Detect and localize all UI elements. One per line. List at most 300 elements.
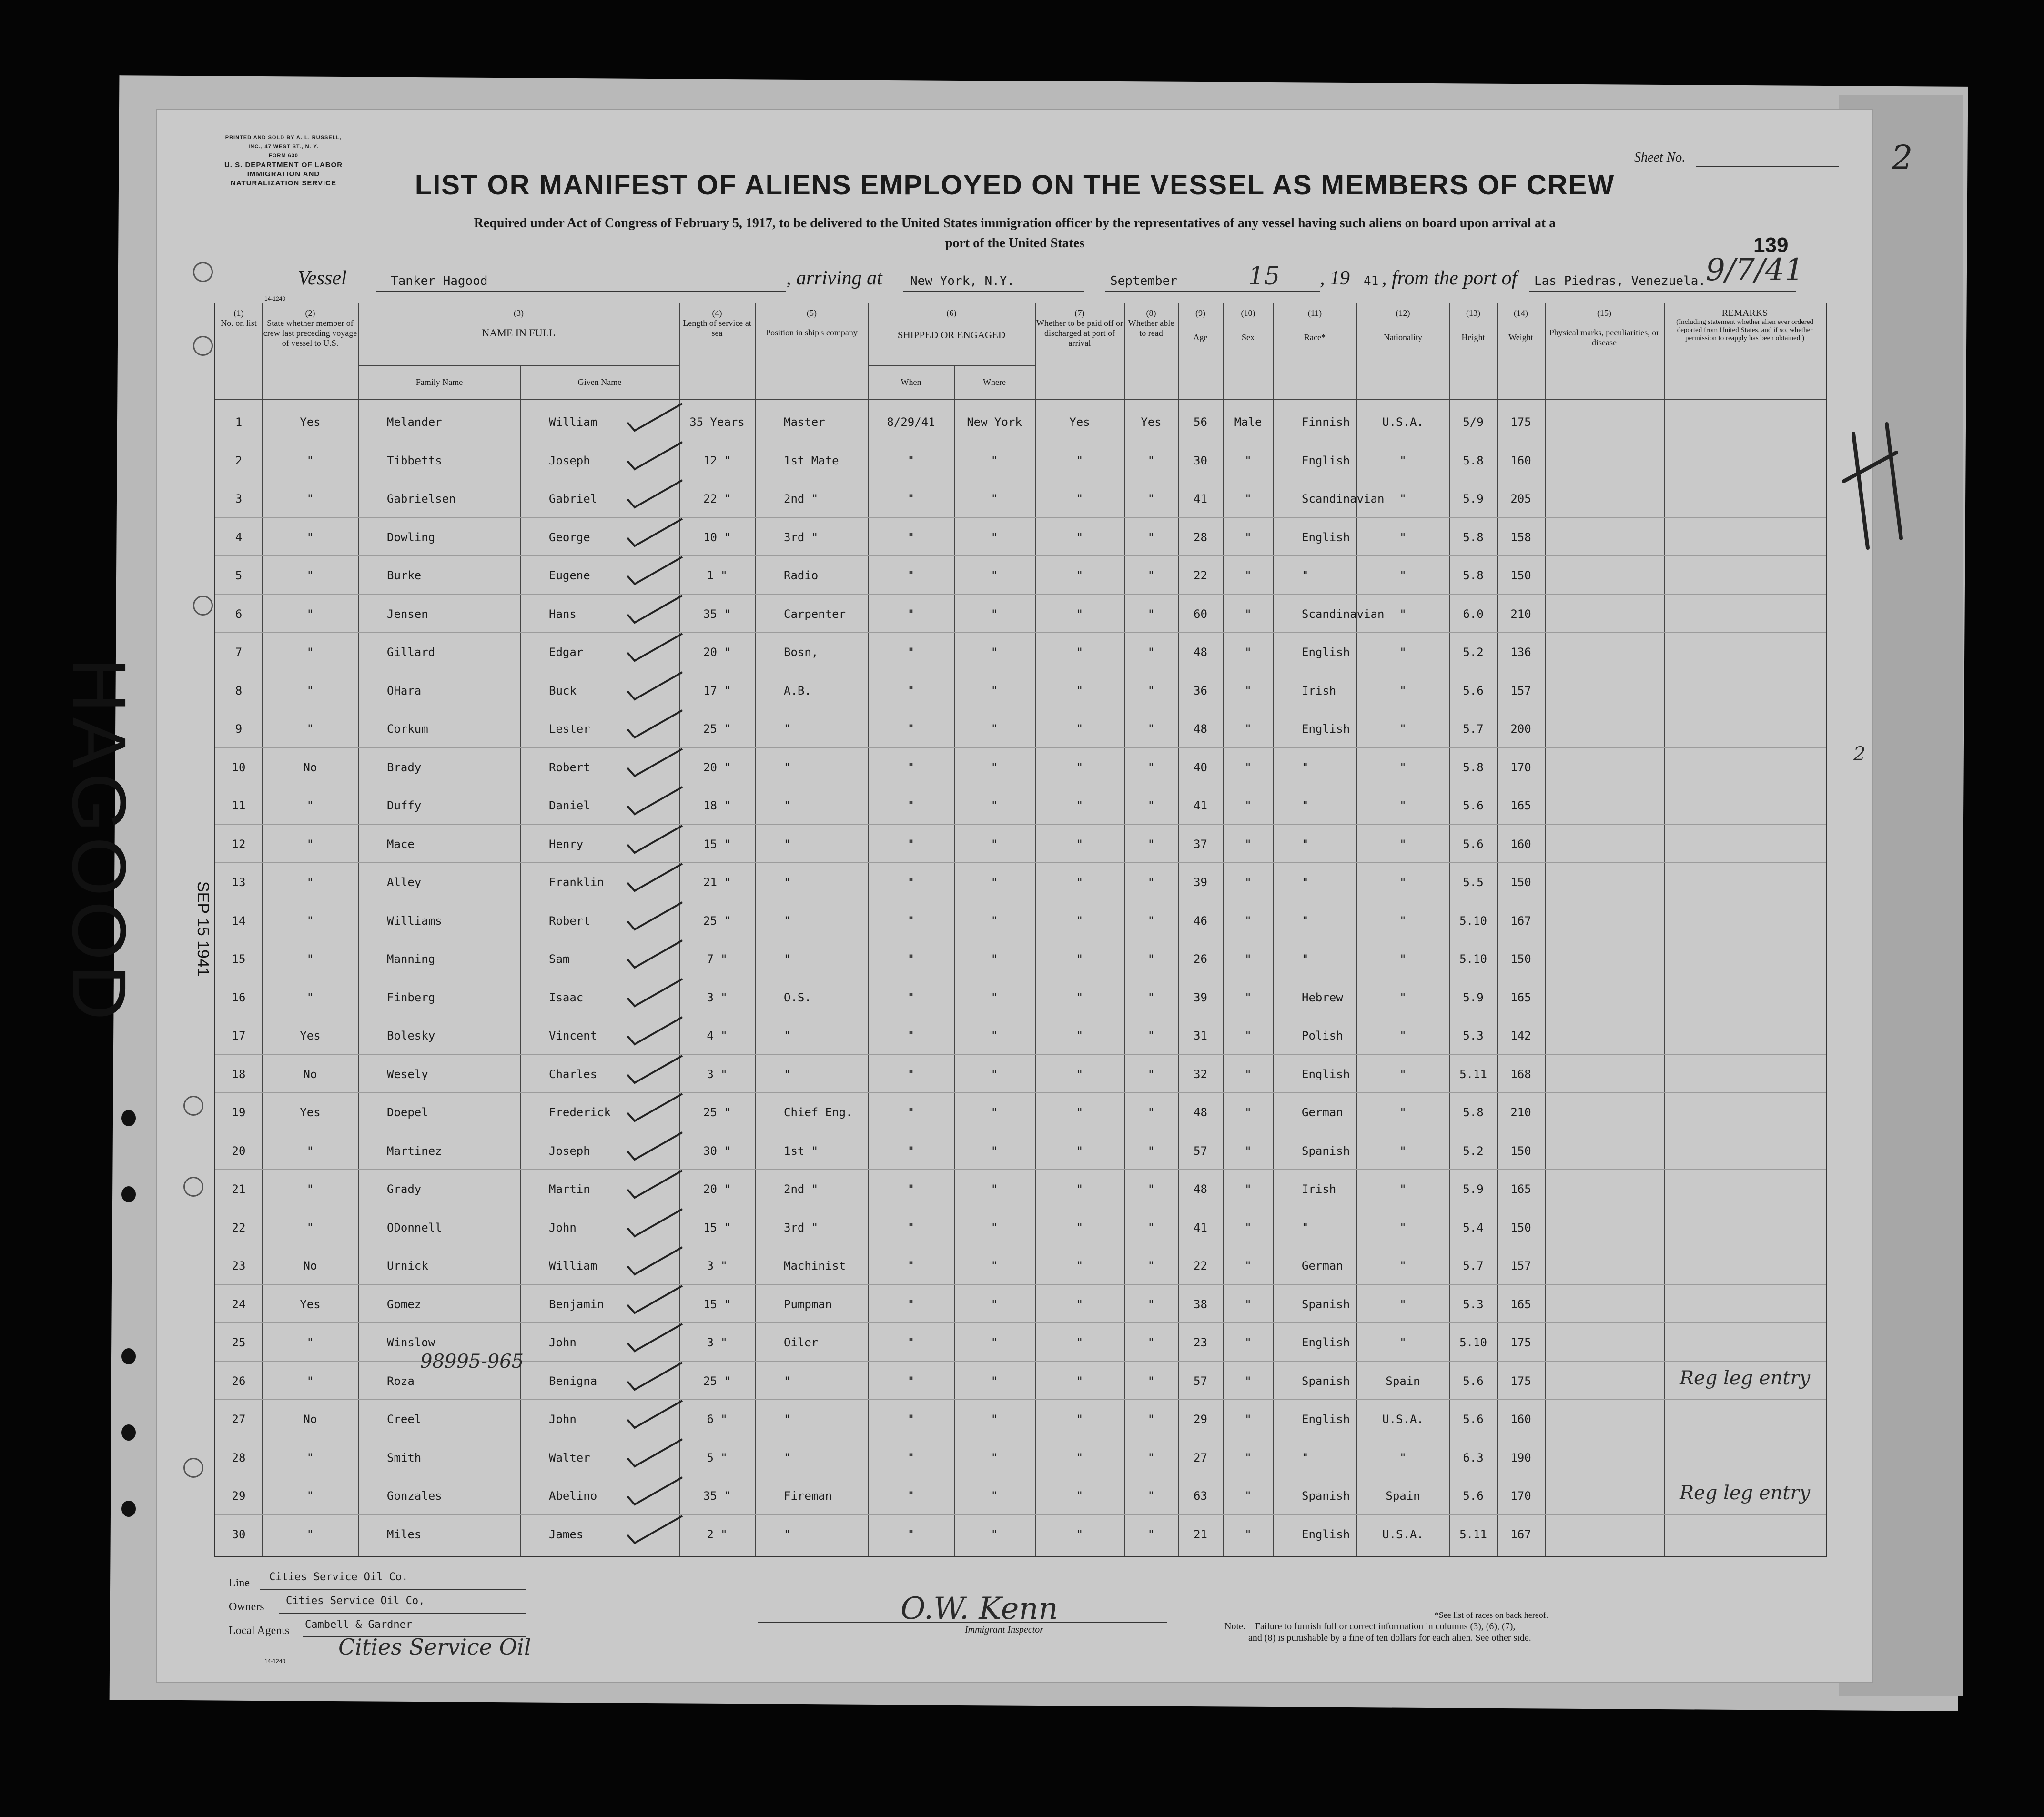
cell-service: 6 "	[707, 1413, 728, 1426]
cell-given: Franklin	[549, 876, 604, 889]
remarks-header: REMARKS (Including statement whether alien ever ordered deported from United States, and if so, whether permission to reapply has been obtained.)	[1676, 308, 1813, 342]
cell-height: 5.7	[1463, 722, 1484, 736]
roza-reference-number: 98995-965	[420, 1350, 524, 1373]
service-line: IMMIGRATION AND NATURALIZATION SERVICE	[230, 170, 336, 187]
cell-no: 21	[232, 1182, 246, 1196]
cell-prev: "	[306, 1182, 314, 1196]
cell-read: "	[1147, 914, 1155, 928]
cell-service: 5 "	[707, 1451, 728, 1464]
vessel-underline	[376, 291, 786, 292]
cell-sex: "	[1245, 722, 1252, 736]
cell-when: 8/29/41	[887, 415, 935, 429]
cell-prev: Yes	[300, 415, 321, 429]
cell-position: A.B.	[784, 684, 811, 697]
cell-no: 15	[232, 952, 246, 966]
check-mark	[625, 1322, 687, 1355]
cell-read: "	[1147, 799, 1155, 812]
cell-prev: "	[306, 1527, 314, 1541]
cell-where: "	[991, 1144, 998, 1158]
margin-mark: 2	[1853, 743, 1866, 765]
row-rule	[215, 1399, 1826, 1400]
check-mark	[625, 516, 687, 550]
cell-paid: "	[1076, 876, 1083, 889]
cell-age: 22	[1194, 1259, 1207, 1272]
cell-race: "	[1302, 569, 1309, 582]
vessel-name: Tanker Hagood	[391, 274, 488, 288]
cell-read: "	[1147, 1413, 1155, 1426]
col-6-header: (6) SHIPPED OR ENGAGED	[897, 308, 1006, 341]
cell-when: "	[907, 990, 915, 1004]
col-3-header: (3) NAME IN FULL	[482, 308, 556, 339]
cell-height: 5.3	[1463, 1029, 1484, 1042]
cell-weight: 175	[1510, 1336, 1531, 1349]
from-label: , from the port of	[1382, 267, 1518, 289]
cell-position: O.S.	[784, 990, 811, 1004]
handwritten-date: 9/7/41	[1706, 252, 1804, 288]
cell-race: English	[1302, 722, 1350, 736]
cell-race: "	[1302, 914, 1309, 928]
row-rule	[215, 594, 1826, 595]
cell-weight: 200	[1510, 722, 1531, 736]
cell-given: Gabriel	[549, 492, 597, 505]
cell-age: 30	[1194, 454, 1207, 467]
cell-prev: "	[306, 1221, 314, 1234]
cell-no: 27	[232, 1413, 246, 1426]
year-prefix: , 19	[1320, 267, 1350, 289]
cell-paid: "	[1076, 530, 1083, 544]
cell-service: 20 "	[703, 646, 731, 659]
port-underline	[903, 291, 1084, 292]
cell-paid: "	[1076, 722, 1083, 736]
check-mark	[625, 938, 687, 971]
cell-paid: "	[1076, 952, 1083, 966]
cell-paid: "	[1076, 1336, 1083, 1349]
arrival-month: September	[1110, 274, 1177, 288]
cell-where: "	[991, 1029, 998, 1042]
cell-race: "	[1302, 1221, 1309, 1234]
cell-paid: "	[1076, 760, 1083, 774]
cell-position: Machinist	[784, 1259, 846, 1272]
punch-hole-black	[121, 1186, 136, 1202]
cell-position: Oiler	[784, 1336, 819, 1349]
cell-age: 21	[1194, 1527, 1207, 1541]
cell-nat: "	[1399, 454, 1407, 467]
cell-nat: "	[1399, 1297, 1407, 1311]
cell-family: Gillard	[387, 646, 435, 659]
cell-height: 5.10	[1459, 914, 1487, 928]
cell-sex: "	[1245, 1144, 1252, 1158]
col-15-header: (15) Physical marks, peculiarities, or disease	[1549, 308, 1659, 347]
check-mark	[625, 1091, 687, 1125]
punch-hole	[183, 1096, 203, 1116]
cell-nat: "	[1399, 1451, 1407, 1464]
cell-nat: Spain	[1386, 1489, 1420, 1503]
row-rule	[215, 632, 1826, 633]
cell-weight: 150	[1510, 1144, 1531, 1158]
cell-sex: "	[1245, 1067, 1252, 1081]
cell-race: Scandinavian	[1302, 607, 1385, 621]
check-mark	[625, 785, 687, 818]
cell-family: Doepel	[387, 1106, 428, 1119]
cell-height: 5.8	[1463, 760, 1484, 774]
cell-family: Creel	[387, 1413, 422, 1426]
cell-service: 1 "	[707, 569, 728, 582]
cell-no: 13	[232, 876, 246, 889]
cell-race: English	[1302, 1527, 1350, 1541]
cell-service: 15 "	[703, 837, 731, 851]
cell-given: Joseph	[549, 454, 590, 467]
cell-where: "	[991, 492, 998, 505]
cell-position: Radio	[784, 569, 819, 582]
cell-weight: 165	[1510, 1297, 1531, 1311]
cell-position: "	[784, 837, 791, 851]
cell-height: 5.3	[1463, 1297, 1484, 1311]
cell-when: "	[907, 837, 915, 851]
subtitle-line-2: port of the United States	[945, 236, 1085, 251]
cell-when: "	[907, 1067, 915, 1081]
cell-when: "	[907, 1374, 915, 1388]
cell-no: 30	[232, 1527, 246, 1541]
cell-position: "	[784, 1029, 791, 1042]
line-value: Cities Service Oil Co.	[269, 1571, 408, 1583]
cell-race: English	[1302, 530, 1350, 544]
cell-race: "	[1302, 837, 1309, 851]
cell-family: Duffy	[387, 799, 422, 812]
check-mark	[625, 823, 687, 857]
col-4-header: (4) Length of service at sea	[683, 308, 751, 338]
cell-position: "	[784, 1451, 791, 1464]
cell-nat: "	[1399, 914, 1407, 928]
cell-paid: "	[1076, 569, 1083, 582]
cell-height: 5.8	[1463, 530, 1484, 544]
cell-age: 28	[1194, 530, 1207, 544]
cell-position: Carpenter	[784, 607, 846, 621]
cell-read: "	[1147, 1451, 1155, 1464]
cell-position: 3rd "	[784, 1221, 819, 1234]
subtitle-line-1: Required under Act of Congress of February 5, 1917, to be delivered to the United States immigration officer by the representatives of any vessel having such aliens on board upon arrival at a	[474, 216, 1556, 231]
cell-remarks: Reg leg entry	[1679, 1367, 1811, 1389]
cell-where: "	[991, 1374, 998, 1388]
cell-sex: "	[1245, 1336, 1252, 1349]
cell-height: 5.2	[1463, 1144, 1484, 1158]
cell-service: 15 "	[703, 1221, 731, 1234]
cell-given: Charles	[549, 1067, 597, 1081]
cell-prev: Yes	[300, 1029, 321, 1042]
check-mark	[625, 593, 687, 626]
cell-where: "	[991, 1259, 998, 1272]
cell-where: "	[991, 722, 998, 736]
cell-where: "	[991, 990, 998, 1004]
cell-nat: "	[1399, 722, 1407, 736]
sheet-no-label: Sheet No.	[1634, 150, 1686, 165]
cell-prev: "	[306, 607, 314, 621]
cell-position: Bosn,	[784, 646, 819, 659]
cell-nat: "	[1399, 952, 1407, 966]
row-rule	[215, 1169, 1826, 1170]
cell-position: 2nd "	[784, 492, 819, 505]
cell-service: 17 "	[703, 684, 731, 697]
cell-weight: 160	[1510, 454, 1531, 467]
cell-age: 41	[1194, 799, 1207, 812]
cell-no: 26	[232, 1374, 246, 1388]
owners-value: Cities Service Oil Co,	[286, 1595, 425, 1607]
cell-no: 3	[235, 492, 243, 505]
cell-weight: 170	[1510, 760, 1531, 774]
cell-prev: "	[306, 1374, 314, 1388]
cell-where: "	[991, 1106, 998, 1119]
cell-race: Spanish	[1302, 1297, 1350, 1311]
check-mark	[625, 1437, 687, 1470]
cell-service: 3 "	[707, 1067, 728, 1081]
cell-read: "	[1147, 1297, 1155, 1311]
cell-when: "	[907, 530, 915, 544]
cell-read: "	[1147, 990, 1155, 1004]
cell-paid: Yes	[1069, 415, 1090, 429]
cell-weight: 157	[1510, 1259, 1531, 1272]
port-arrival: New York, N.Y.	[910, 274, 1015, 288]
cell-sex: "	[1245, 684, 1252, 697]
cell-where: "	[991, 1527, 998, 1541]
cell-service: 25 "	[703, 914, 731, 928]
cell-paid: "	[1076, 454, 1083, 467]
cell-race: English	[1302, 1067, 1350, 1081]
cell-weight: 167	[1510, 914, 1531, 928]
fine-note	[1224, 1621, 1749, 1644]
cell-height: 5.5	[1463, 876, 1484, 889]
cell-sex: "	[1245, 1451, 1252, 1464]
cell-family: Martinez	[387, 1144, 442, 1158]
cell-read: "	[1147, 837, 1155, 851]
cell-sex: Male	[1234, 415, 1262, 429]
cell-sex: "	[1245, 1106, 1252, 1119]
cell-age: 41	[1194, 1221, 1207, 1234]
cell-no: 6	[235, 607, 243, 621]
cell-paid: "	[1076, 607, 1083, 621]
row-rule	[215, 747, 1826, 748]
cell-race: Spanish	[1302, 1489, 1350, 1503]
cell-family: Wesely	[387, 1067, 428, 1081]
cell-service: 30 "	[703, 1144, 731, 1158]
cell-sex: "	[1245, 1029, 1252, 1042]
cell-nat: U.S.A.	[1382, 1527, 1424, 1541]
check-mark	[625, 747, 687, 780]
cell-where: New York	[967, 415, 1022, 429]
cell-family: Tibbetts	[387, 454, 442, 467]
punch-hole	[183, 1177, 203, 1197]
cell-read: "	[1147, 530, 1155, 544]
cell-when: "	[907, 454, 915, 467]
cell-sex: "	[1245, 646, 1252, 659]
cell-age: 48	[1194, 1106, 1207, 1119]
cell-nat: "	[1399, 990, 1407, 1004]
check-mark	[625, 1053, 687, 1087]
cell-position: Chief Eng.	[784, 1106, 853, 1119]
cell-nat: "	[1399, 1106, 1407, 1119]
cell-weight: 150	[1510, 569, 1531, 582]
check-mark	[625, 1475, 687, 1508]
check-mark	[625, 1168, 687, 1201]
cell-age: 40	[1194, 760, 1207, 774]
cell-read: "	[1147, 1527, 1155, 1541]
cell-where: "	[991, 799, 998, 812]
cell-height: 5.11	[1459, 1527, 1487, 1541]
where-header: Where	[983, 377, 1006, 387]
cell-weight: 158	[1510, 530, 1531, 544]
cell-nat: "	[1399, 684, 1407, 697]
cell-no: 16	[232, 990, 246, 1004]
cell-paid: "	[1076, 1144, 1083, 1158]
cell-prev: "	[306, 914, 314, 928]
cell-sex: "	[1245, 569, 1252, 582]
cell-service: 25 "	[703, 1106, 731, 1119]
cell-when: "	[907, 1489, 915, 1503]
row-rule	[215, 1322, 1826, 1323]
cell-no: 12	[232, 837, 246, 851]
check-mark	[625, 861, 687, 895]
check-mark	[625, 631, 687, 665]
cell-no: 4	[235, 530, 243, 544]
cell-no: 10	[232, 760, 246, 774]
cell-height: 5.4	[1463, 1221, 1484, 1234]
cell-age: 32	[1194, 1067, 1207, 1081]
cell-where: "	[991, 684, 998, 697]
cell-family: Gabrielsen	[387, 492, 456, 505]
cell-given: William	[549, 415, 597, 429]
department-line: U. S. DEPARTMENT OF LABOR	[224, 161, 343, 169]
cell-when: "	[907, 1259, 915, 1272]
cell-family: Manning	[387, 952, 435, 966]
cell-sex: "	[1245, 1374, 1252, 1388]
row-rule	[215, 824, 1826, 825]
cell-prev: "	[306, 1451, 314, 1464]
cell-age: 46	[1194, 914, 1207, 928]
margin-scribble	[1834, 405, 1911, 557]
cell-given: Eugene	[549, 569, 590, 582]
check-mark	[625, 478, 687, 511]
cell-prev: "	[306, 1336, 314, 1349]
cell-height: 6.3	[1463, 1451, 1484, 1464]
page-number: 139	[1753, 233, 1789, 257]
cell-family: Brady	[387, 760, 422, 774]
cell-age: 57	[1194, 1144, 1207, 1158]
cell-service: 22 "	[703, 492, 731, 505]
cell-race: Spanish	[1302, 1144, 1350, 1158]
cell-sex: "	[1245, 799, 1252, 812]
fine-note-line-2: and (8) is punishable by a fine of ten dollars for each alien. See other side.	[1248, 1633, 1531, 1643]
cell-paid: "	[1076, 1067, 1083, 1081]
cell-nat: "	[1399, 1067, 1407, 1081]
check-mark	[625, 670, 687, 703]
col-10-header: (10) Sex	[1241, 308, 1255, 342]
cell-given: George	[549, 530, 590, 544]
cell-height: 5.2	[1463, 646, 1484, 659]
cell-given: Lester	[549, 722, 590, 736]
cell-no: 29	[232, 1489, 246, 1503]
cell-no: 7	[235, 646, 243, 659]
cell-race: English	[1302, 454, 1350, 467]
cell-family: Dowling	[387, 530, 435, 544]
cell-given: Isaac	[549, 990, 584, 1004]
punch-hole-black	[121, 1348, 136, 1364]
signature-line	[758, 1622, 1167, 1623]
cell-height: 5.9	[1463, 1182, 1484, 1196]
cell-given: Walter	[549, 1451, 590, 1464]
cell-given: Vincent	[549, 1029, 597, 1042]
agents-handwritten: Cities Service Oil	[338, 1634, 531, 1660]
cell-service: 25 "	[703, 1374, 731, 1388]
cell-service: 10 "	[703, 530, 731, 544]
cell-sex: "	[1245, 837, 1252, 851]
cell-height: 5.7	[1463, 1259, 1484, 1272]
cell-given: Buck	[549, 684, 577, 697]
cell-prev: "	[306, 876, 314, 889]
cell-where: "	[991, 760, 998, 774]
cell-weight: 165	[1510, 990, 1531, 1004]
cell-given: Daniel	[549, 799, 590, 812]
cell-age: 26	[1194, 952, 1207, 966]
check-mark	[625, 1514, 687, 1547]
cell-family: Burke	[387, 569, 422, 582]
cell-read: "	[1147, 1259, 1155, 1272]
cell-nat: Spain	[1386, 1374, 1420, 1388]
cell-paid: "	[1076, 1451, 1083, 1464]
col-14-header: (14) Weight	[1508, 308, 1533, 342]
cell-read: "	[1147, 492, 1155, 505]
cell-sex: "	[1245, 952, 1252, 966]
cell-prev: "	[306, 454, 314, 467]
check-mark	[625, 1398, 687, 1432]
cell-race: Irish	[1302, 684, 1336, 697]
cell-paid: "	[1076, 990, 1083, 1004]
cell-age: 48	[1194, 1182, 1207, 1196]
punch-hole	[183, 1458, 203, 1478]
cell-given: William	[549, 1259, 597, 1272]
cell-weight: 160	[1510, 837, 1531, 851]
cell-position: "	[784, 876, 791, 889]
cell-when: "	[907, 1182, 915, 1196]
cell-no: 8	[235, 684, 243, 697]
cell-paid: "	[1076, 1413, 1083, 1426]
cell-age: 29	[1194, 1413, 1207, 1426]
cell-age: 56	[1194, 415, 1207, 429]
cell-read: "	[1147, 760, 1155, 774]
cell-read: "	[1147, 876, 1155, 889]
cell-when: "	[907, 1144, 915, 1158]
col-12-header: (12) Nationality	[1384, 308, 1422, 342]
cell-where: "	[991, 1182, 998, 1196]
cell-weight: 167	[1510, 1527, 1531, 1541]
cell-when: "	[907, 1221, 915, 1234]
cell-sex: "	[1245, 1297, 1252, 1311]
cell-prev: "	[306, 837, 314, 851]
cell-prev: Yes	[300, 1297, 321, 1311]
cell-height: 5.10	[1459, 952, 1487, 966]
cell-where: "	[991, 1489, 998, 1503]
cell-read: "	[1147, 1336, 1155, 1349]
cell-when: "	[907, 1413, 915, 1426]
cell-family: Urnick	[387, 1259, 428, 1272]
cell-family: Williams	[387, 914, 442, 928]
cell-given: Frederick	[549, 1106, 611, 1119]
sheet-no-line	[1696, 166, 1839, 167]
check-mark	[625, 1245, 687, 1278]
printer-line: FORM 630	[269, 153, 298, 159]
cell-nat: U.S.A.	[1382, 1413, 1424, 1426]
cell-paid: "	[1076, 1182, 1083, 1196]
agents-underline	[303, 1636, 526, 1637]
cell-where: "	[991, 1297, 998, 1311]
cell-when: "	[907, 876, 915, 889]
